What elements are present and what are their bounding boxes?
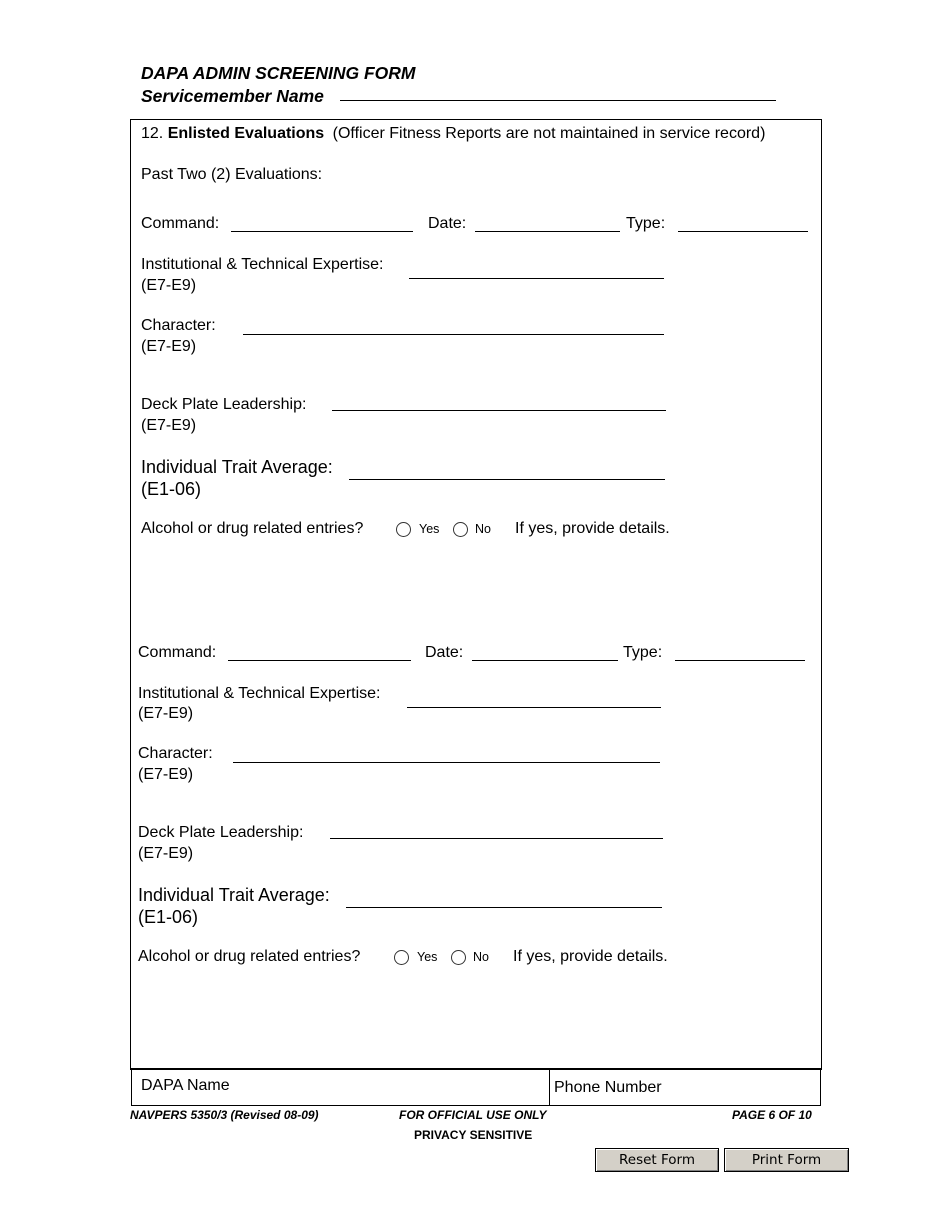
privacy-notice: PRIVACY SENSITIVE xyxy=(414,1128,533,1142)
alcohol-yes-label: Yes xyxy=(417,950,438,964)
type-label: Type: xyxy=(623,644,663,661)
form-number: NAVPERS 5350/3 (Revised 08-09) xyxy=(130,1108,319,1122)
character-field[interactable] xyxy=(243,334,664,335)
expertise-label: Institutional & Technical Expertise: xyxy=(138,685,381,702)
alcohol-yes-radio[interactable] xyxy=(396,522,411,537)
section-title: Enlisted Evaluations xyxy=(167,125,325,142)
form-title: DAPA ADMIN SCREENING FORM xyxy=(141,63,416,83)
command-field[interactable] xyxy=(228,660,411,661)
reset-form-button[interactable]: Reset Form xyxy=(595,1148,719,1172)
alcohol-no-label: No xyxy=(473,950,489,964)
print-form-button[interactable]: Print Form xyxy=(724,1148,849,1172)
alcohol-no-radio[interactable] xyxy=(451,950,466,965)
alcohol-question: Alcohol or drug related entries? xyxy=(138,948,361,965)
alcohol-no-label: No xyxy=(475,522,491,536)
section-number: 12. xyxy=(141,125,164,142)
alcohol-question: Alcohol or drug related entries? xyxy=(141,520,364,537)
character-field[interactable] xyxy=(233,762,660,763)
section-subtitle: (Officer Fitness Reports are not maintained in service record) xyxy=(332,125,766,142)
leadership-field[interactable] xyxy=(332,410,666,411)
past-evaluations-label: Past Two (2) Evaluations: xyxy=(141,166,323,183)
alcohol-yes-radio[interactable] xyxy=(394,950,409,965)
command-label: Command: xyxy=(138,644,217,661)
trait-average-label: Individual Trait Average: xyxy=(138,885,330,905)
expertise-field[interactable] xyxy=(409,278,664,279)
expertise-field[interactable] xyxy=(407,707,661,708)
date-field[interactable] xyxy=(475,231,620,232)
type-field[interactable] xyxy=(675,660,805,661)
type-field[interactable] xyxy=(678,231,808,232)
dapa-name-field[interactable] xyxy=(131,1068,550,1106)
character-label: Character: xyxy=(141,317,216,334)
expertise-label: Institutional & Technical Expertise: xyxy=(141,256,384,273)
trait-average-field[interactable] xyxy=(346,907,662,908)
servicemember-name-field[interactable] xyxy=(340,100,776,101)
trait-average-field[interactable] xyxy=(349,479,665,480)
leadership-grade: (E7-E9) xyxy=(141,417,197,434)
date-label: Date: xyxy=(428,215,467,232)
leadership-label: Deck Plate Leadership: xyxy=(138,824,304,841)
phone-number-label: Phone Number xyxy=(554,1079,662,1096)
phone-number-field[interactable] xyxy=(549,1068,821,1106)
trait-average-grade: (E1-06) xyxy=(138,907,199,927)
trait-average-label: Individual Trait Average: xyxy=(141,457,333,477)
date-label: Date: xyxy=(425,644,464,661)
alcohol-yes-label: Yes xyxy=(419,522,440,536)
character-label: Character: xyxy=(138,745,213,762)
expertise-grade: (E7-E9) xyxy=(138,705,194,722)
details-field[interactable] xyxy=(140,548,810,628)
official-use-notice: FOR OFFICIAL USE ONLY xyxy=(399,1108,547,1122)
trait-average-grade: (E1-06) xyxy=(141,479,202,499)
command-label: Command: xyxy=(141,215,220,232)
date-field[interactable] xyxy=(472,660,618,661)
character-grade: (E7-E9) xyxy=(138,766,194,783)
leadership-label: Deck Plate Leadership: xyxy=(141,396,307,413)
alcohol-no-radio[interactable] xyxy=(453,522,468,537)
leadership-field[interactable] xyxy=(330,838,663,839)
details-field[interactable] xyxy=(138,976,810,1061)
page-number: PAGE 6 OF 10 xyxy=(732,1108,812,1122)
command-field[interactable] xyxy=(231,231,413,232)
dapa-name-label: DAPA Name xyxy=(141,1077,230,1094)
type-label: Type: xyxy=(626,215,666,232)
expertise-grade: (E7-E9) xyxy=(141,277,197,294)
details-instruction: If yes, provide details. xyxy=(513,948,668,965)
details-instruction: If yes, provide details. xyxy=(515,520,670,537)
servicemember-name-label: Servicemember Name xyxy=(141,86,324,106)
leadership-grade: (E7-E9) xyxy=(138,845,194,862)
character-grade: (E7-E9) xyxy=(141,338,197,355)
section-heading xyxy=(141,125,765,143)
